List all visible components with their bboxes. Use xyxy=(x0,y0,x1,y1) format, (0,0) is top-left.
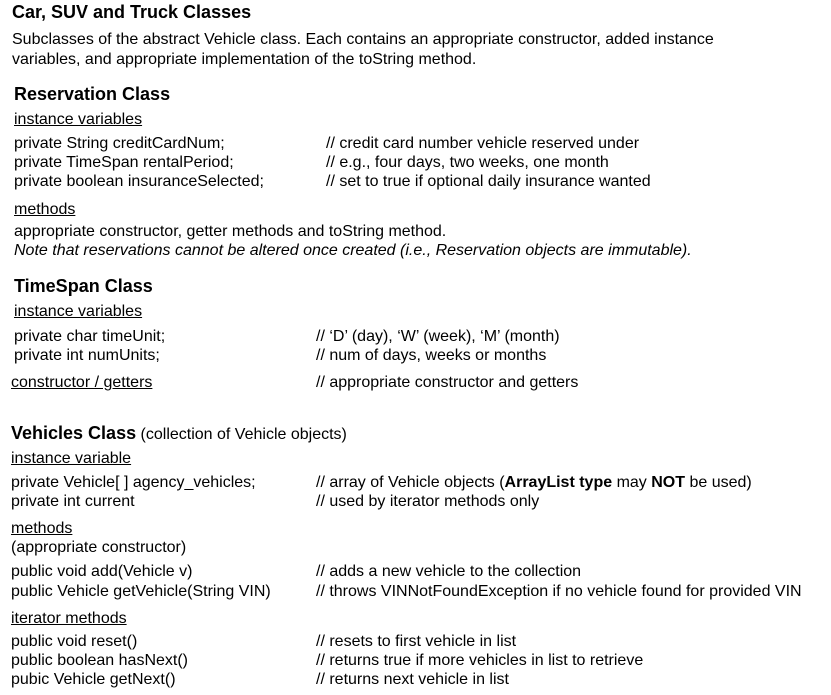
comment-part: // array of Vehicle objects ( xyxy=(316,474,505,491)
vehicles-section-heading xyxy=(11,424,347,445)
timespan-vars-label: instance variables xyxy=(14,303,143,320)
reservation-vars-label: instance variables xyxy=(14,111,143,128)
vehicles-var-label: instance variable xyxy=(11,450,132,467)
comment-part: be used) xyxy=(685,474,752,491)
comment-bold-arraylist: ArrayList type xyxy=(504,474,613,491)
car-description-line-2: variables, and appropriate implementation of the toString method. xyxy=(12,51,477,68)
vehicles-ctor: (appropriate constructor) xyxy=(11,539,187,556)
reservation-var-comment: // set to true if optional daily insurance wanted xyxy=(326,173,651,190)
vehicles-var-comment: // used by iterator methods only xyxy=(316,493,540,510)
vehicles-var-decl: private int current xyxy=(11,493,135,510)
iterator-method-comment: // returns next vehicle in list xyxy=(316,671,509,688)
vehicles-method-comment: // throws VINNotFoundException if no vehicle found for provided VIN xyxy=(316,583,802,600)
reservation-methods-line: appropriate constructor, getter methods and toString method. xyxy=(14,223,447,240)
timespan-var-decl: private char timeUnit; xyxy=(14,328,166,345)
reservation-var-comment: // credit card number vehicle reserved under xyxy=(326,135,640,152)
reservation-section-title: Reservation Class xyxy=(14,84,171,104)
timespan-var-comment: // ‘D’ (day), ‘W’ (week), ‘M’ (month) xyxy=(316,328,560,345)
reservation-var-comment: // e.g., four days, two weeks, one month xyxy=(326,154,609,171)
iterator-method-decl: public boolean hasNext() xyxy=(11,652,188,669)
reservation-methods-label: methods xyxy=(14,201,76,218)
timespan-ctor-comment: // appropriate constructor and getters xyxy=(316,374,579,391)
vehicles-method-comment: // adds a new vehicle to the collection xyxy=(316,563,582,580)
timespan-var-comment: // num of days, weeks or months xyxy=(316,347,547,364)
iterator-method-decl: pubic Vehicle getNext() xyxy=(11,671,176,688)
vehicles-var-decl: private Vehicle[ ] agency_vehicles; xyxy=(11,474,256,491)
timespan-section-title: TimeSpan Class xyxy=(14,276,153,296)
timespan-var-decl: private int numUnits; xyxy=(14,347,160,364)
vehicles-var-comment xyxy=(316,473,752,493)
vehicles-section-title: Vehicles Class xyxy=(11,423,137,443)
comment-part: may xyxy=(612,474,652,491)
iterator-method-comment: // returns true if more vehicles in list to retrieve xyxy=(316,652,644,669)
car-section-title: Car, SUV and Truck Classes xyxy=(12,2,252,22)
comment-bold-not: NOT xyxy=(651,474,686,491)
vehicles-section-subtitle: (collection of Vehicle objects) xyxy=(136,426,347,443)
timespan-ctor-label: constructor / getters xyxy=(11,374,153,391)
vehicles-iterator-label: iterator methods xyxy=(11,610,127,627)
reservation-var-decl: private String creditCardNum; xyxy=(14,135,225,152)
reservation-var-decl: private boolean insuranceSelected; xyxy=(14,173,264,190)
car-description-line-1: Subclasses of the abstract Vehicle class. Each contains an appropriate constructor, added instance xyxy=(12,31,714,48)
vehicles-method-decl: public void add(Vehicle v) xyxy=(11,563,193,580)
iterator-method-decl: public void reset() xyxy=(11,633,138,650)
reservation-var-decl: private TimeSpan rentalPeriod; xyxy=(14,154,234,171)
vehicles-methods-label: methods xyxy=(11,520,73,537)
reservation-immutability-note: Note that reservations cannot be altered once created (i.e., Reservation objects are immutable). xyxy=(14,242,692,259)
iterator-method-comment: // resets to first vehicle in list xyxy=(316,633,517,650)
vehicles-method-decl: public Vehicle getVehicle(String VIN) xyxy=(11,583,271,600)
